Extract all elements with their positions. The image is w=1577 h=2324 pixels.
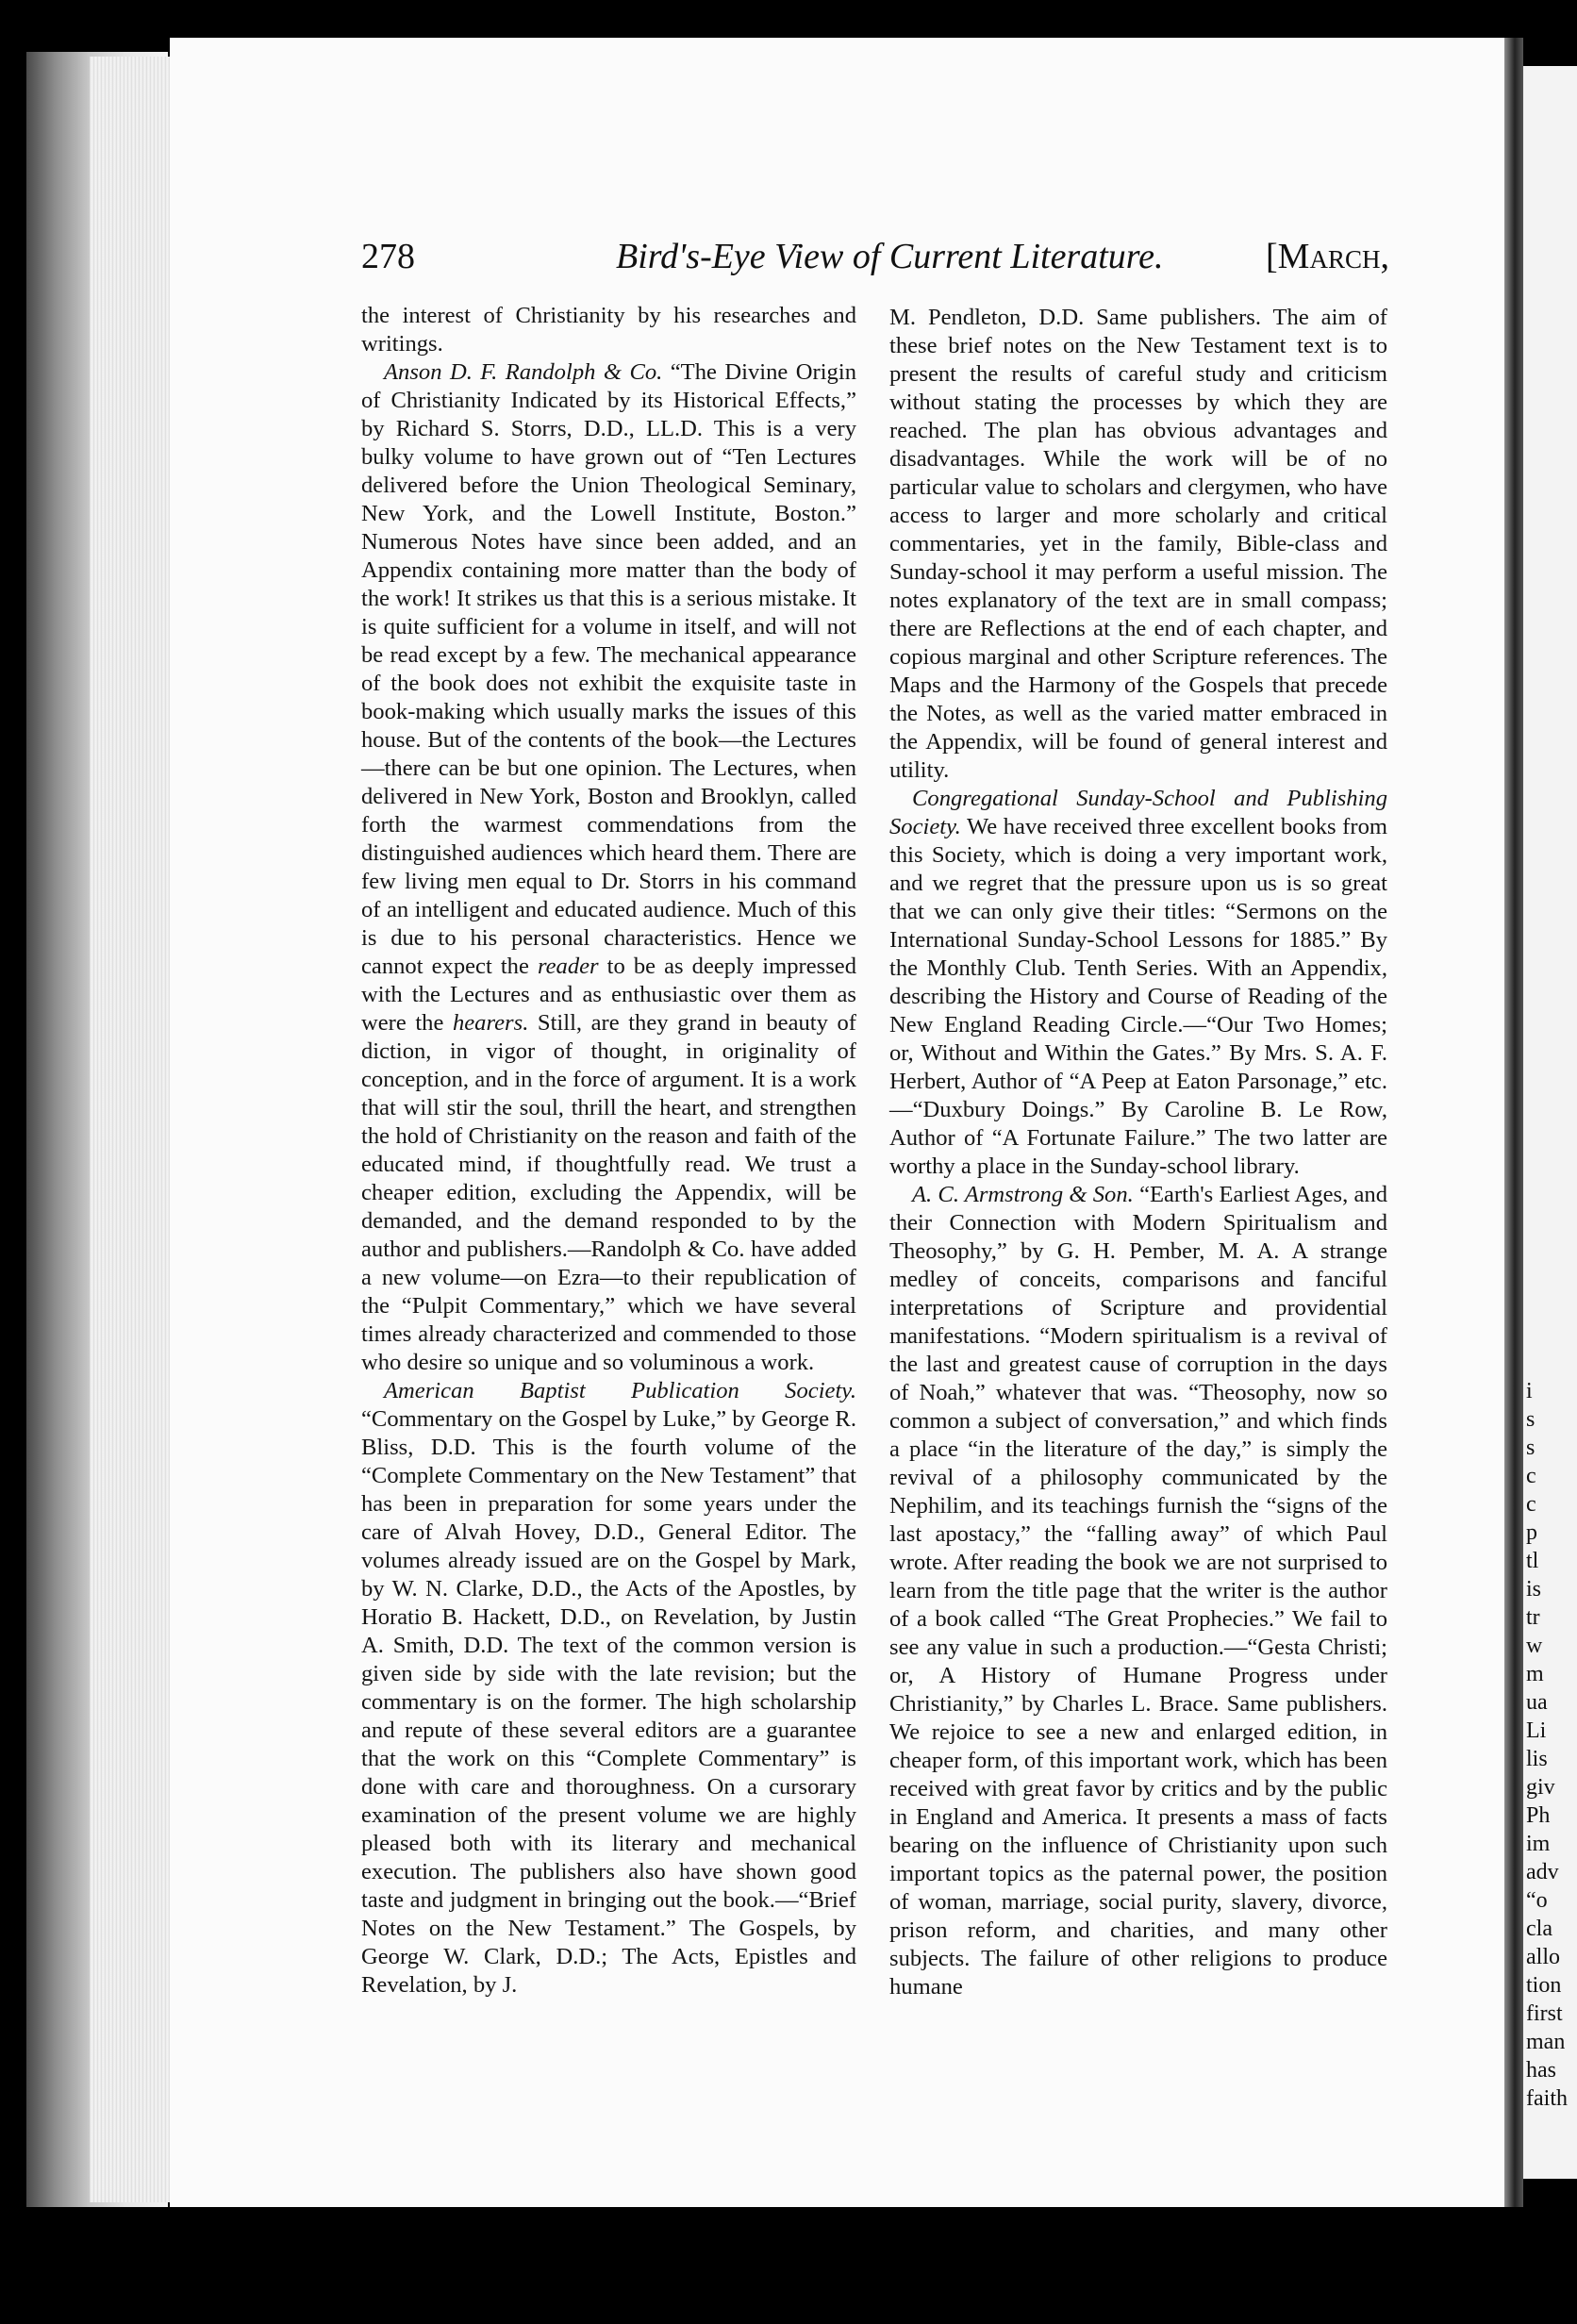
next-page-fragment: s xyxy=(1526,1407,1536,1432)
text-run: M. Pendleton, D.D. Same publishers. The aim of these brief notes on the New Testament text is to present the results of careful study and criticism without stating the processes by which they are reached. The plan has obvious advantages and disadvantages. While the work will be of no particular value to scholars and clergymen, who have access to larger and more scholarly and critical commentaries, yet in the family, Bible-class and Sunday-school it may perform a useful mission. The notes explanatory of the text are in small compass; there are Reflections at the end of each chapter, and copious marginal and other Scripture references. The Maps and the Harmony of the Gospels that precede the Notes, as well as the varied matter embraced in the Appendix, will be found of general interest and utility. xyxy=(889,305,1387,783)
next-page-fragment: Ph xyxy=(1526,1803,1551,1828)
next-page-fragment: man xyxy=(1526,2030,1566,2054)
right-column xyxy=(889,304,1387,2001)
text-run: “Commentary on the Gospel by Luke,” by George R. Bliss, D.D. This is the fourth volume of the “Complete Commentary on the New Testament” that has been in preparation for some years under the care of Alvah Hovey, D.D., General Editor. The volumes already issued are on the Gospel by Mark, by W. N. Clarke, D.D., the Acts of the Apostles, by Horatio B. Hackett, D.D., on Revelation, by Justin A. Smith, D.D. The text of the common version is given side by side with the late revision; but the commentary is on the former. The high scholarship and repute of these several editors are a guarantee that the work on this “Complete Commentary” is done with care and thoroughness. On a cursorary examination of the present volume we are highly pleased both with its literary and mechanical execution. The publishers also have shown good taste and judgment in bringing out the book.—“Brief Notes on the New Testament.” The Gospels, by George W. Clark, D.D.; The Acts, Epistles and Revelation, by J. xyxy=(361,1406,856,1998)
next-page-fragment: has xyxy=(1526,2058,1556,2083)
page-stack xyxy=(90,57,174,2202)
next-page-fragment: w xyxy=(1526,1634,1543,1658)
left-column xyxy=(361,302,856,2000)
page-number: 278 xyxy=(361,237,415,276)
next-page-fragment: cla xyxy=(1526,1917,1552,1941)
next-page-fragment: i xyxy=(1526,1379,1533,1403)
text-run: the interest of Christianity by his researches and writings. xyxy=(361,303,856,357)
paragraph xyxy=(889,304,1387,785)
next-page-fragment: faith xyxy=(1526,2086,1568,2111)
next-page-fragment: tl xyxy=(1526,1549,1539,1573)
next-page-fragments xyxy=(1526,1377,1577,2113)
italic-text: Congregational Sunday-School and Publishing Society. xyxy=(889,786,1387,839)
next-page-fragment: ua xyxy=(1526,1690,1548,1715)
next-page-fragment: m xyxy=(1526,1662,1544,1686)
italic-text: hearers. xyxy=(452,1010,529,1036)
text-run: We have received three excellent books from this Society, which is doing a very important work, and we regret that the pressure upon us is so great that we can only give their titles: “Sermons on the International Sunday-School Lessons for 1885.” By the Monthly Club. Tenth Series. With an Appendix, describing the History and Course of Reading of the New England Reading Circle.—“Our Two Homes; or, Without and Within the Gates.” By Mrs. S. A. F. Herbert, Author of “A Peep at Eaton Parsonage,” etc.—“Duxbury Doings.” By Caroline B. Le Row, Author of “A Fortunate Failure.” The two latter are worthy a place in the Sunday-school library. xyxy=(889,814,1387,1179)
text-run: “Earth's Earliest Ages, and their Connection with Modern Spiritualism and Theosophy,” by G. H. Pember, M. A. A strange medley of conceits, comparisons and fanciful interpretations of Scripture and providential manifestations. “Modern spiritualism is a revival of the last and greatest cause of corruption in the days of Noah,” whatever that was. “Theosophy, now so common a subject of conversation,” and which finds a place “in the literature of the day,” is simply the revival of a philosophy communicated by the Nephilim, and its teachings furnish the “signs of the last apostacy,” the “falling away” of which Paul wrote. After reading the book we are not surprised to learn from the title page that the writer is the author of a book called “The Great Prophecies.” We fail to see any value in such a production.—“Gesta Christi; or, A History of Humane Progress under Christianity,” by Charles L. Brace. Same publishers. We rejoice to see a new and enlarged edition, in cheaper form, of this important work, which has been received with great favor by critics and by the public in England and America. It presents a mass of facts bearing on the influence of Christianity upon such important topics as the paternal power, the position of woman, marriage, social purity, slavery, divorce, prison reform, and charities, and many other subjects. The failure of other religions to produce humane xyxy=(889,1182,1387,2000)
paragraph xyxy=(889,1181,1387,2001)
text-run: to be as deeply impressed with the Lectures and as enthusiastic over them as were the xyxy=(361,954,856,1036)
italic-text: Anson D. F. Randolph & Co. xyxy=(384,359,663,385)
next-page-fragment: is xyxy=(1526,1577,1542,1602)
next-page-fragment: p xyxy=(1526,1520,1537,1545)
next-page-fragment: first xyxy=(1526,2001,1563,2026)
italic-text: A. C. Armstrong & Son. xyxy=(912,1182,1134,1207)
running-title: Bird's-Eye View of Current Literature. xyxy=(616,237,1164,276)
paragraph xyxy=(361,358,856,1377)
text-run: “The Divine Origin of Christianity Indicated by its Historical Effects,” by Richard S. Storrs, D.D., LL.D. This is a very bulky volume to have grown out of “Ten Lectures delivered before the Union Theological Seminary, New York, and the Lowell Institute, Boston.” Numerous Notes have since been added, and an Appendix containing more matter than the body of the work! It strikes us that this is a serious mistake. It is quite sufficient for a volume in itself, and will not be read except by a few. The mechanical appearance of the book does not exhibit the exquisite taste in book-making which usually marks the issues of this house. But of the contents of the book—the Lectures—there can be but one opinion. The Lectures, when delivered in New York, Boston and Brooklyn, called forth the warmest commendations from the distinguished audiences which heard them. There are few living men equal to Dr. Storrs in his command of an intelligent and educated audience. Much of this is due to his personal characteristics. Hence we cannot expect the xyxy=(361,359,856,979)
next-page-fragment: c xyxy=(1526,1464,1536,1488)
next-page-fragment: Li xyxy=(1526,1718,1547,1743)
next-page-fragment: “o xyxy=(1526,1888,1548,1913)
next-page-fragment: adv xyxy=(1526,1860,1559,1884)
italic-text: American Baptist Publication Society. xyxy=(384,1378,856,1403)
next-page-fragment: tr xyxy=(1526,1605,1540,1630)
next-page-fragment: c xyxy=(1526,1492,1536,1517)
text-run: Still, are they grand in beauty of diction, in vigor of thought, in originality of conception, and in the force of argument. It is a work that will stir the soul, thrill the heart, and strengthen the hold of Christianity on the reason and faith of the educated mind, if thoughtfully read. We trust a cheaper edition, excluding the Appendix, will be demanded, and the demand responded to by the author and publishers.—Randolph & Co. have added a new volume—on Ezra—to their republication of the “Pulpit Commentary,” which we have several times already characterized and commended to those who desire so unique and so voluminous a work. xyxy=(361,1010,856,1375)
next-page-fragment: allo xyxy=(1526,1945,1560,1969)
paragraph xyxy=(889,785,1387,1181)
month-label: [March, xyxy=(1266,237,1389,276)
paragraph xyxy=(361,1377,856,2000)
next-page-fragment: s xyxy=(1526,1436,1536,1460)
next-page-fragment: tion xyxy=(1526,1973,1562,1998)
next-page-fragment: giv xyxy=(1526,1775,1555,1800)
paragraph xyxy=(361,302,856,358)
italic-text: reader xyxy=(537,954,599,979)
running-header xyxy=(361,236,1389,283)
next-page-fragment: im xyxy=(1526,1832,1551,1856)
next-page-fragment: lis xyxy=(1526,1747,1548,1771)
